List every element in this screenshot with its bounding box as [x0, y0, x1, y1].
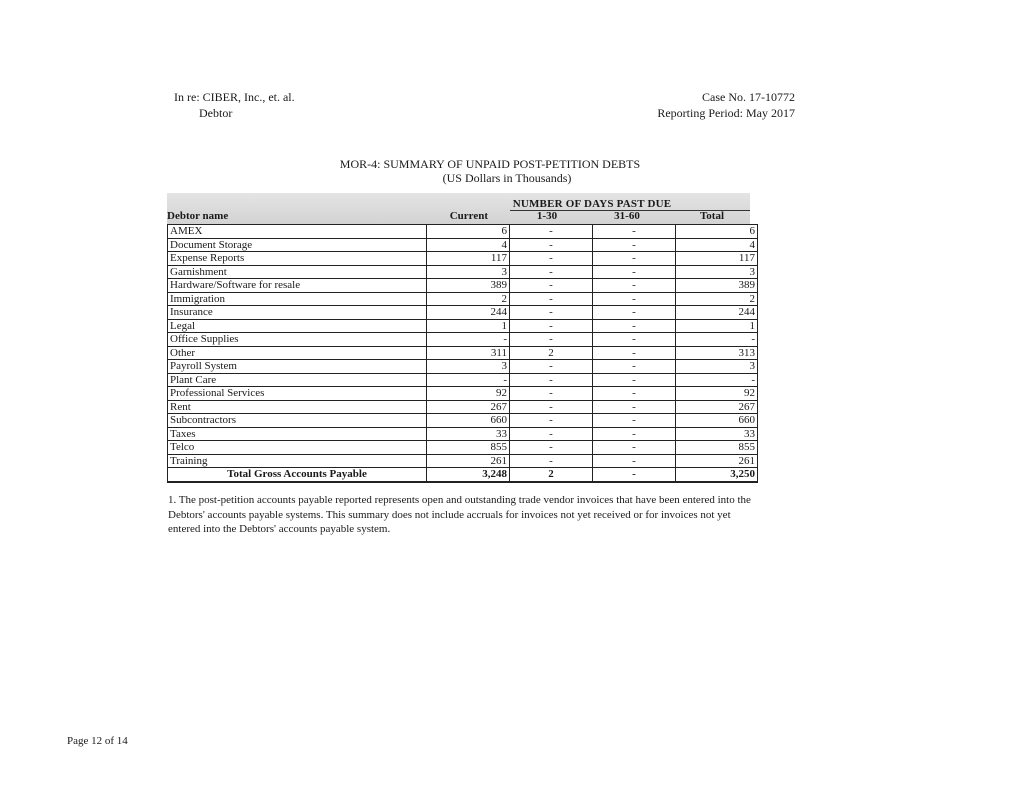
- case-info: [657, 89, 795, 121]
- table-row: [168, 414, 758, 428]
- cell-total: -: [676, 373, 758, 387]
- cell-total: -: [676, 333, 758, 347]
- cell-current: 33: [427, 427, 510, 441]
- cell-current: -: [427, 373, 510, 387]
- table-row: [168, 454, 758, 468]
- total-label: Total Gross Accounts Payable: [168, 468, 427, 482]
- cell-current: 92: [427, 387, 510, 401]
- cell-debtor-name: Insurance: [168, 306, 427, 320]
- cell-current: 855: [427, 441, 510, 455]
- cell-debtor-name: Legal: [168, 319, 427, 333]
- table-row: [168, 238, 758, 252]
- cell-current: 4: [427, 238, 510, 252]
- report-title-main: MOR-4: SUMMARY OF UNPAID POST-PETITION DEBTS: [339, 157, 641, 171]
- cell-current: 3: [427, 360, 510, 374]
- cell-31-60: -: [593, 333, 676, 347]
- table-row: [168, 427, 758, 441]
- cell-total: 92: [676, 387, 758, 401]
- cell-1-30: -: [510, 454, 593, 468]
- cell-current: 6: [427, 225, 510, 239]
- cell-1-30: -: [510, 292, 593, 306]
- column-header-31-60: 31-60: [614, 210, 640, 222]
- column-header-1-30: 1-30: [536, 210, 558, 222]
- cell-debtor-name: AMEX: [168, 225, 427, 239]
- page-number: Page 12 of 14: [67, 735, 128, 747]
- total-current: 3,248: [427, 468, 510, 482]
- column-header-current: Current: [449, 210, 488, 222]
- cell-1-30: -: [510, 414, 593, 428]
- cell-1-30: -: [510, 319, 593, 333]
- cell-current: 389: [427, 279, 510, 293]
- cell-31-60: -: [593, 400, 676, 414]
- cell-31-60: -: [593, 441, 676, 455]
- cell-1-30: -: [510, 333, 593, 347]
- cell-total: 267: [676, 400, 758, 414]
- table-row: [168, 441, 758, 455]
- cell-31-60: -: [593, 252, 676, 266]
- cell-debtor-name: Telco: [168, 441, 427, 455]
- cell-debtor-name: Professional Services: [168, 387, 427, 401]
- cell-current: 2: [427, 292, 510, 306]
- cell-1-30: 2: [510, 346, 593, 360]
- cell-total: 3: [676, 265, 758, 279]
- cell-31-60: -: [593, 427, 676, 441]
- table-row: [168, 292, 758, 306]
- table-row: [168, 333, 758, 347]
- cell-debtor-name: Training: [168, 454, 427, 468]
- column-header-debtor-name: Debtor name: [167, 210, 229, 222]
- cell-31-60: -: [593, 265, 676, 279]
- cell-debtor-name: Immigration: [168, 292, 427, 306]
- cell-total: 244: [676, 306, 758, 320]
- cell-31-60: -: [593, 238, 676, 252]
- table-row: [168, 225, 758, 239]
- cell-31-60: -: [593, 373, 676, 387]
- cell-debtor-name: Document Storage: [168, 238, 427, 252]
- table-row: [168, 373, 758, 387]
- cell-1-30: -: [510, 427, 593, 441]
- cell-debtor-name: Taxes: [168, 427, 427, 441]
- table-row: [168, 252, 758, 266]
- table-row: [168, 387, 758, 401]
- debts-grid: [167, 224, 758, 483]
- total-total: 3,250: [676, 468, 758, 482]
- cell-debtor-name: Plant Care: [168, 373, 427, 387]
- cell-current: 311: [427, 346, 510, 360]
- case-line: In re: CIBER, Inc., et. al.: [174, 90, 295, 104]
- footnote: 1. The post-petition accounts payable reported represents open and outstanding trade vendor invoices that have been entered into the Debtors' accounts payable systems. This summary does not include accruals for invoices not yet received or for invoices not yet entered into the Debtors' accounts payable system.: [168, 494, 751, 535]
- cell-1-30: -: [510, 279, 593, 293]
- cell-debtor-name: Office Supplies: [168, 333, 427, 347]
- report-title: [0, 157, 1034, 185]
- table-row: [168, 279, 758, 293]
- cell-1-30: -: [510, 360, 593, 374]
- cell-total: 313: [676, 346, 758, 360]
- debtor-label: Debtor: [199, 106, 233, 120]
- reporting-period: Reporting Period: May 2017: [657, 106, 795, 120]
- total-row: [168, 468, 758, 482]
- table-row: [168, 319, 758, 333]
- column-header-total: Total: [699, 210, 725, 222]
- cell-total: 33: [676, 427, 758, 441]
- cell-1-30: -: [510, 306, 593, 320]
- cell-1-30: -: [510, 252, 593, 266]
- cell-debtor-name: Payroll System: [168, 360, 427, 374]
- cell-total: 261: [676, 454, 758, 468]
- cell-1-30: -: [510, 238, 593, 252]
- table-row: [168, 346, 758, 360]
- cell-31-60: -: [593, 306, 676, 320]
- table-row: [168, 265, 758, 279]
- cell-debtor-name: Subcontractors: [168, 414, 427, 428]
- cell-31-60: -: [593, 346, 676, 360]
- cell-1-30: -: [510, 387, 593, 401]
- cell-total: 6: [676, 225, 758, 239]
- cell-debtor-name: Expense Reports: [168, 252, 427, 266]
- cell-1-30: -: [510, 441, 593, 455]
- cell-current: 261: [427, 454, 510, 468]
- cell-total: 3: [676, 360, 758, 374]
- cell-current: 1: [427, 319, 510, 333]
- cell-current: -: [427, 333, 510, 347]
- cell-current: 3: [427, 265, 510, 279]
- cell-total: 855: [676, 441, 758, 455]
- report-title-sub: (US Dollars in Thousands): [442, 171, 572, 185]
- case-caption: [174, 89, 295, 121]
- cell-current: 117: [427, 252, 510, 266]
- days-past-due-header: NUMBER OF DAYS PAST DUE: [512, 198, 672, 210]
- cell-debtor-name: Garnishment: [168, 265, 427, 279]
- case-number: Case No. 17-10772: [702, 90, 795, 104]
- cell-31-60: -: [593, 454, 676, 468]
- total-31-60: -: [593, 468, 676, 482]
- table-row: [168, 360, 758, 374]
- cell-debtor-name: Hardware/Software for resale: [168, 279, 427, 293]
- cell-31-60: -: [593, 360, 676, 374]
- cell-total: 1: [676, 319, 758, 333]
- cell-current: 660: [427, 414, 510, 428]
- cell-total: 117: [676, 252, 758, 266]
- cell-current: 267: [427, 400, 510, 414]
- table-row: [168, 306, 758, 320]
- cell-1-30: -: [510, 265, 593, 279]
- cell-1-30: -: [510, 400, 593, 414]
- cell-31-60: -: [593, 319, 676, 333]
- cell-1-30: -: [510, 225, 593, 239]
- cell-31-60: -: [593, 387, 676, 401]
- cell-total: 389: [676, 279, 758, 293]
- cell-1-30: -: [510, 373, 593, 387]
- cell-debtor-name: Rent: [168, 400, 427, 414]
- cell-debtor-name: Other: [168, 346, 427, 360]
- cell-31-60: -: [593, 414, 676, 428]
- cell-31-60: -: [593, 292, 676, 306]
- cell-total: 660: [676, 414, 758, 428]
- cell-31-60: -: [593, 279, 676, 293]
- cell-current: 244: [427, 306, 510, 320]
- table-row: [168, 400, 758, 414]
- cell-total: 4: [676, 238, 758, 252]
- cell-total: 2: [676, 292, 758, 306]
- cell-31-60: -: [593, 225, 676, 239]
- total-1-30: 2: [510, 468, 593, 482]
